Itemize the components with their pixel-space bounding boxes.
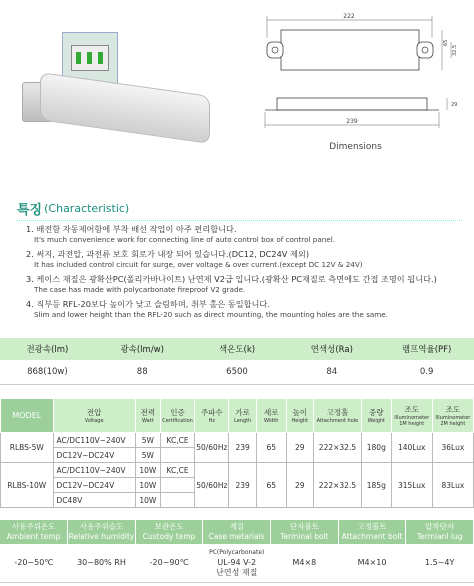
weight-cell: 180g (361, 433, 391, 463)
value-efficacy: 88 (95, 360, 190, 384)
header-attachment-bolt: 고정볼트 Attachment bolt (338, 520, 406, 544)
cert-cell (160, 478, 194, 493)
header-luminous-flux: 전광속(lm) (0, 338, 95, 360)
header-cert: 인증 Certification (160, 399, 194, 433)
watt-cell: 5W (135, 433, 160, 448)
watt-cell: 10W (135, 478, 160, 493)
environment-table (0, 520, 474, 583)
lamp-body (40, 72, 210, 144)
environment-value-row (0, 544, 474, 582)
header-cri: 연색성(Ra) (284, 338, 379, 360)
freq-cell: 50/60Hz (195, 463, 229, 508)
spec-header-row (1, 399, 474, 433)
header-model: MODEL (1, 399, 54, 433)
dim-side-height: 29 (451, 102, 458, 108)
characteristic-divider (17, 220, 462, 221)
feature-text-ko: 1. 배전함 자동제어함에 부착 배선 작업이 아주 편리합니다. (26, 224, 237, 234)
dim-side-width: 239 (346, 118, 358, 125)
voltage-cell: DC48V (53, 493, 135, 508)
feature-text-en: The case has made with polycarbonate fireproof V2 grade. (34, 285, 246, 294)
dimensions-label: Dimensions (329, 142, 382, 152)
value-attachment-bolt: M4×10 (338, 544, 406, 582)
voltage-cell: AC/DC110V~240V (53, 463, 135, 478)
value-terminal-bolt: M4×8 (271, 544, 339, 582)
value-custody: -20~90℃ (135, 544, 203, 582)
lux2-cell: 83Lux (432, 463, 473, 508)
feature-text-en: It has included control circuit for surge, over voltage & over current.(except DC 12V & 24V) (34, 260, 363, 269)
weight-cell: 185g (361, 463, 391, 508)
model-cell: RLBS-10W (1, 463, 54, 508)
model-cell: RLBS-5W (1, 433, 54, 463)
value-humidity: 30~80% RH (68, 544, 136, 582)
dimension-drawing (237, 0, 474, 170)
header-ambient: 사용주위온도 Ambient temp (0, 520, 68, 544)
feature-text-ko: 2. 써지, 과전압, 과전류 보호 회로가 내장 되어 있습니다.(DC12, DC24V 제외) (26, 249, 310, 259)
feature-list (26, 224, 466, 324)
dim-top-width: 222 (343, 13, 355, 20)
header-color-temp: 색온도(k) (190, 338, 285, 360)
height-cell: 29 (286, 463, 313, 508)
header-power-factor: 램프역율(PF) (379, 338, 474, 360)
voltage-cell: DC12V~DC24V (53, 448, 135, 463)
value-terminal-lug: 1.5~4Y (406, 544, 474, 582)
value-color-temp: 6500 (190, 360, 285, 384)
width-cell: 65 (256, 433, 286, 463)
hole-cell: 222×32.5 (313, 463, 361, 508)
header-hole: 고정홀 Attachment hole (313, 399, 361, 433)
header-height: 높이 Height (286, 399, 313, 433)
header-watt: 전력 Watt (135, 399, 160, 433)
value-luminous-flux: 868(10w) (0, 360, 95, 384)
lux2-cell: 36Lux (432, 433, 473, 463)
value-ambient: -20~50℃ (0, 544, 68, 582)
length-cell: 239 (229, 433, 256, 463)
optics-table (0, 338, 474, 385)
table-row (1, 463, 474, 478)
terminal-block-icon (71, 45, 109, 71)
header-material: 재질 Case metarials (203, 520, 271, 544)
header-voltage: 전압 Voltage (53, 399, 135, 433)
lux1-cell: 315Lux (391, 463, 432, 508)
feature-item (26, 274, 466, 295)
header-width: 세로 Width (256, 399, 286, 433)
header-custody: 보관온도 Custody temp (135, 520, 203, 544)
voltage-cell: AC/DC110V~240V (53, 433, 135, 448)
feature-text-en: Slim and lower height than the RFL-20 such as direct mounting, the mounting holes are the same. (34, 310, 388, 319)
watt-cell: 10W (135, 493, 160, 508)
value-power-factor: 0.9 (379, 360, 474, 384)
header-weight: 중량 Weight (361, 399, 391, 433)
characteristic-title-ko: 특징 (17, 202, 43, 218)
optics-value-row (0, 360, 474, 384)
width-cell: 65 (256, 463, 286, 508)
product-photo (0, 0, 237, 170)
feature-item (26, 299, 466, 320)
cert-cell: KC,CE (160, 463, 194, 478)
header-lux-1m: 조도 Illuminometer 1M height (391, 399, 432, 433)
cert-cell: KC,CE (160, 433, 194, 448)
feature-item (26, 249, 466, 270)
value-cri: 84 (284, 360, 379, 384)
lux1-cell: 140Lux (391, 433, 432, 463)
spec-table (0, 398, 474, 508)
watt-cell: 5W (135, 448, 160, 463)
characteristic-heading (17, 198, 129, 218)
hole-cell: 222×32.5 (313, 433, 361, 463)
header-terminal-bolt: 단자볼트 Terminal bolt (271, 520, 339, 544)
value-material: PC(Polycarbonate) UL-94 V-2 난연성 재질 (203, 544, 271, 582)
voltage-cell: DC12V~DC24V (53, 478, 135, 493)
table-row (1, 433, 474, 448)
length-cell: 239 (229, 463, 256, 508)
header-length: 가로 Length (229, 399, 256, 433)
environment-header-row (0, 520, 474, 544)
height-cell: 29 (286, 433, 313, 463)
feature-text-ko: 4. 직부등 RFL-20보다 높이가 낮고 슬림하며, 취부 홀은 동일합니다. (26, 299, 270, 309)
optics-header-row (0, 338, 474, 360)
header-terminal-lug: 압착단자 Termianl lug (406, 520, 474, 544)
header-freq: 주파수 Hz (195, 399, 229, 433)
dim-top-height-outer: 65 (443, 39, 449, 46)
characteristic-title-en: (Characteristic) (44, 201, 130, 215)
cert-cell (160, 493, 194, 508)
feature-text-ko: 3. 케이스 재질은 광확산PC(폴리카바나이트) 난연제 V2급 입니다.(광확산 PC재질로 측면에도 간접 조명이 됩니다.) (26, 274, 437, 284)
header-humidity: 사용주위습도 Relative humidity (68, 520, 136, 544)
cert-cell (160, 448, 194, 463)
freq-cell: 50/60Hz (195, 433, 229, 463)
dimension-svg (237, 0, 474, 140)
watt-cell: 10W (135, 463, 160, 478)
feature-text-en: It's much convenience work for connecting line of auto control box of control panel. (34, 235, 335, 244)
feature-item (26, 224, 466, 245)
dim-top-height-inner: 32.5 (452, 44, 458, 56)
header-efficacy: 광속(lm/w) (95, 338, 190, 360)
header-lux-2m: 조도 Illuminometer 2M height (432, 399, 473, 433)
